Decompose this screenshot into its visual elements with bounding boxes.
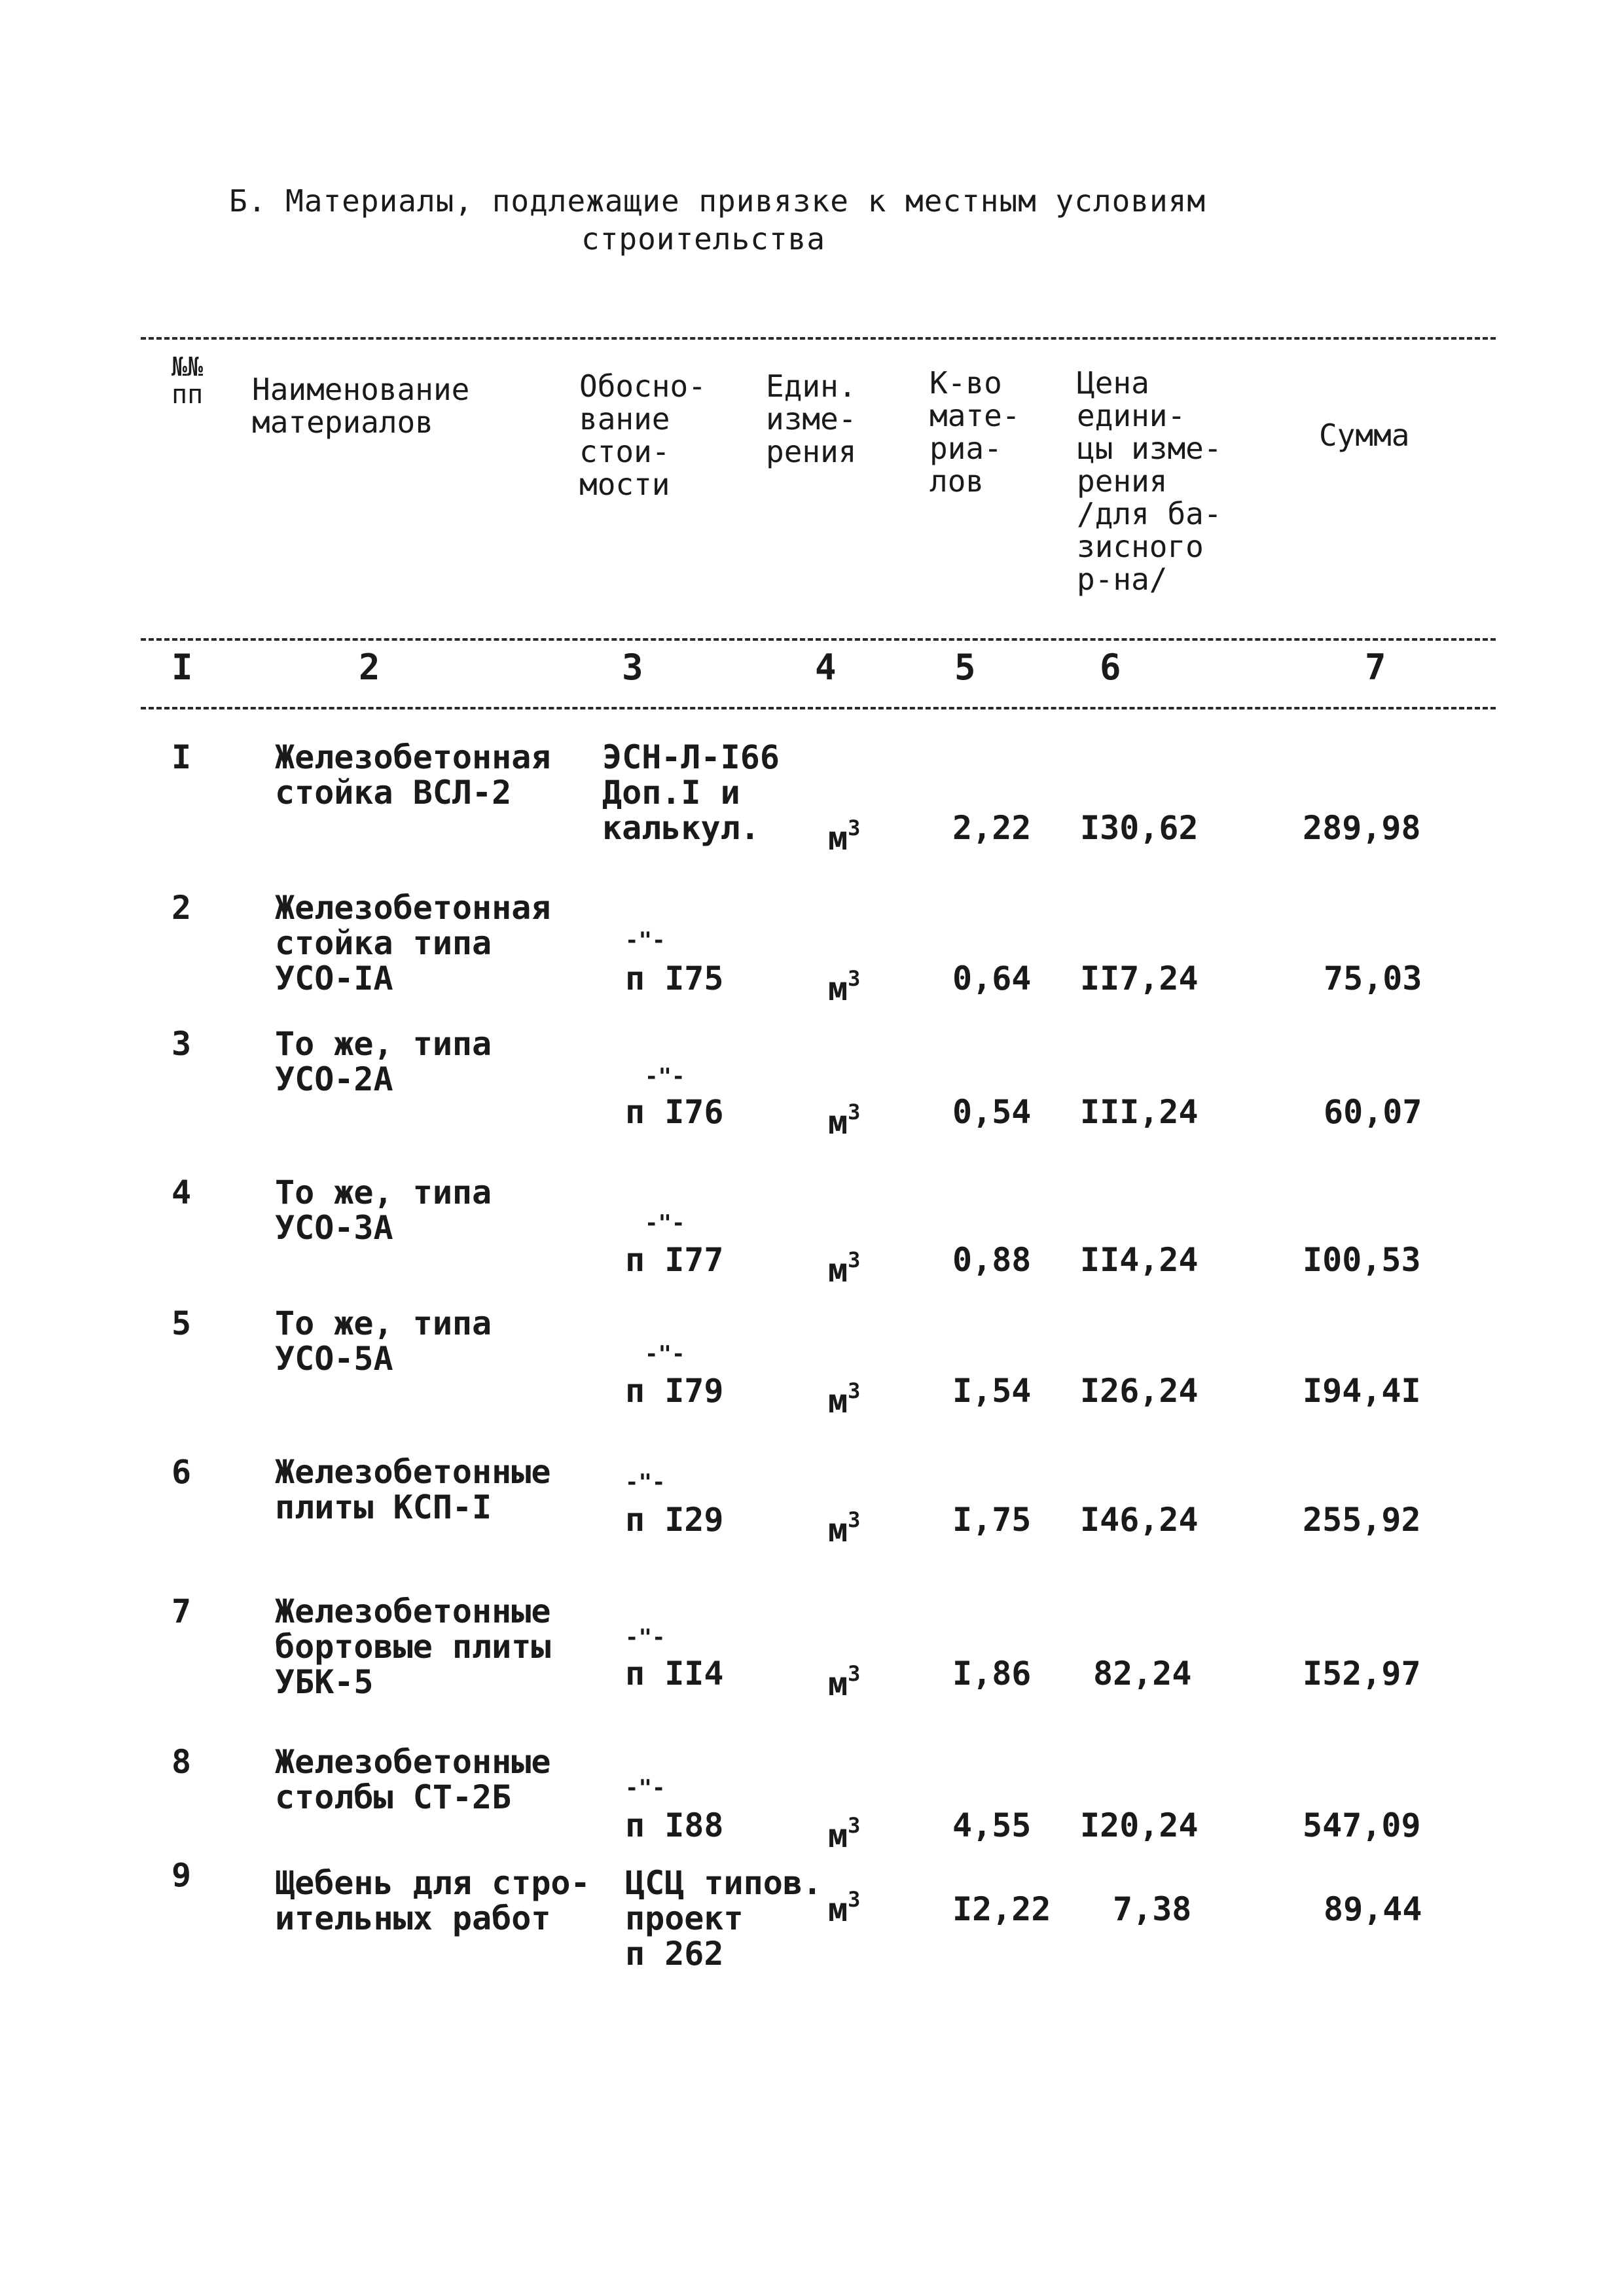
column-number-4: 4 [815, 647, 837, 688]
unit-price: 82,24 [1093, 1655, 1192, 1693]
quantity: 0,54 [952, 1093, 1032, 1131]
unit: $м^3$ [828, 1100, 861, 1141]
unit-price: II7,24 [1080, 960, 1199, 997]
unit-price: III,24 [1080, 1093, 1199, 1131]
table-top-rule [141, 337, 1496, 340]
header-col-sum: Сумма [1319, 418, 1410, 453]
total-sum: 547,09 [1303, 1806, 1421, 1844]
ditto-mark: -"- [625, 1624, 666, 1651]
cost-basis: ЦСЦ типов. проект п 262 [625, 1864, 823, 1973]
cost-basis: п I88 [625, 1806, 724, 1844]
row-number: 9 [171, 1856, 192, 1894]
quantity: I,75 [952, 1501, 1032, 1539]
row-number: 7 [171, 1592, 192, 1630]
material-name: Железобетонные бортовые плиты УБК-5 [275, 1592, 551, 1701]
material-name: Железобетонная стойка типа УСО-IА [275, 889, 551, 997]
column-number-1: I [171, 647, 193, 688]
material-name: То же, типа УСО-3А [275, 1174, 492, 1247]
cost-basis: п II4 [625, 1655, 724, 1693]
ditto-mark: -"- [625, 1775, 666, 1801]
unit: $м^3$ [828, 1813, 861, 1855]
row-number: 2 [171, 889, 192, 927]
row-number: 8 [171, 1743, 192, 1781]
unit-price: II4,24 [1080, 1241, 1199, 1279]
header-col-quantity: К-во мате- риа- лов [929, 365, 1020, 499]
column-number-3: 3 [622, 647, 643, 688]
material-name: То же, типа УСО-5А [275, 1304, 492, 1378]
material-name: Железобетонные плиты КСП-I [275, 1453, 551, 1526]
unit-price: I46,24 [1080, 1501, 1199, 1539]
quantity: 0,88 [952, 1241, 1032, 1279]
unit: $м^3$ [828, 1661, 861, 1703]
unit: $м^3$ [828, 1247, 861, 1289]
quantity: 4,55 [952, 1806, 1032, 1844]
total-sum: I00,53 [1303, 1241, 1421, 1279]
quantity: I,54 [952, 1372, 1032, 1410]
unit: $м^3$ [828, 1378, 861, 1420]
total-sum: 255,92 [1303, 1501, 1421, 1539]
material-name: Железобетонные столбы СТ-2Б [275, 1743, 551, 1816]
header-col-unit: Един. изме- рения [766, 368, 857, 469]
column-number-7: 7 [1365, 647, 1386, 688]
total-sum: 289,98 [1303, 809, 1421, 847]
unit-price: I26,24 [1080, 1372, 1199, 1410]
cost-basis: п I77 [625, 1241, 724, 1279]
quantity: I2,22 [952, 1890, 1051, 1928]
section-title-line1: Б. Материалы, подлежащие привязке к местным условиям [229, 183, 1206, 219]
unit: $м^3$ [828, 816, 861, 857]
row-number: 6 [171, 1453, 192, 1491]
header-col-basis: Обосно- вание стои- мости [579, 368, 706, 502]
unit-price: I20,24 [1080, 1806, 1199, 1844]
ditto-mark: -"- [645, 1341, 685, 1367]
quantity: 2,22 [952, 809, 1032, 847]
ditto-mark: -"- [625, 1469, 666, 1496]
row-number: 5 [171, 1304, 192, 1342]
unit: $м^3$ [828, 966, 861, 1008]
column-number-6: 6 [1100, 647, 1121, 688]
cost-basis: п I29 [625, 1501, 724, 1539]
row-number: 3 [171, 1025, 192, 1063]
unit: $м^3$ [828, 1507, 861, 1549]
cost-basis: ЭСН-Л-I66 Доп.I и калькул. [602, 738, 780, 847]
total-sum: 89,44 [1324, 1890, 1422, 1928]
total-sum: 75,03 [1324, 960, 1422, 997]
column-number-5: 5 [954, 647, 976, 688]
material-name: Щебень для стро- ительных работ [275, 1864, 590, 1937]
ditto-mark: -"- [625, 927, 666, 954]
ditto-mark: -"- [645, 1210, 685, 1236]
header-bottom-rule [141, 638, 1496, 641]
header-col-name: Наименование материалов [252, 372, 470, 440]
cost-basis: п I76 [625, 1093, 724, 1131]
column-number-2: 2 [359, 647, 380, 688]
header-col-number: №№ пп [171, 352, 204, 410]
header-col-price: Цена едини- цы изме- рения /для ба- зисного р-на/ [1077, 365, 1222, 597]
row-number: 4 [171, 1174, 192, 1211]
total-sum: I94,4I [1303, 1372, 1421, 1410]
material-name: То же, типа УСО-2А [275, 1025, 492, 1098]
section-title-line2: строительства [581, 221, 826, 257]
quantity: 0,64 [952, 960, 1032, 997]
total-sum: 60,07 [1324, 1093, 1422, 1131]
material-name: Железобетонная стойка ВСЛ-2 [275, 738, 551, 812]
column-number-rule [141, 707, 1496, 709]
cost-basis: п I75 [625, 960, 724, 997]
unit-price: 7,38 [1113, 1890, 1192, 1928]
ditto-mark: -"- [645, 1064, 685, 1090]
row-number: I [171, 738, 192, 776]
quantity: I,86 [952, 1655, 1032, 1693]
cost-basis: п I79 [625, 1372, 724, 1410]
unit-price: I30,62 [1080, 809, 1199, 847]
unit: $м^3$ [828, 1887, 861, 1929]
total-sum: I52,97 [1303, 1655, 1421, 1693]
